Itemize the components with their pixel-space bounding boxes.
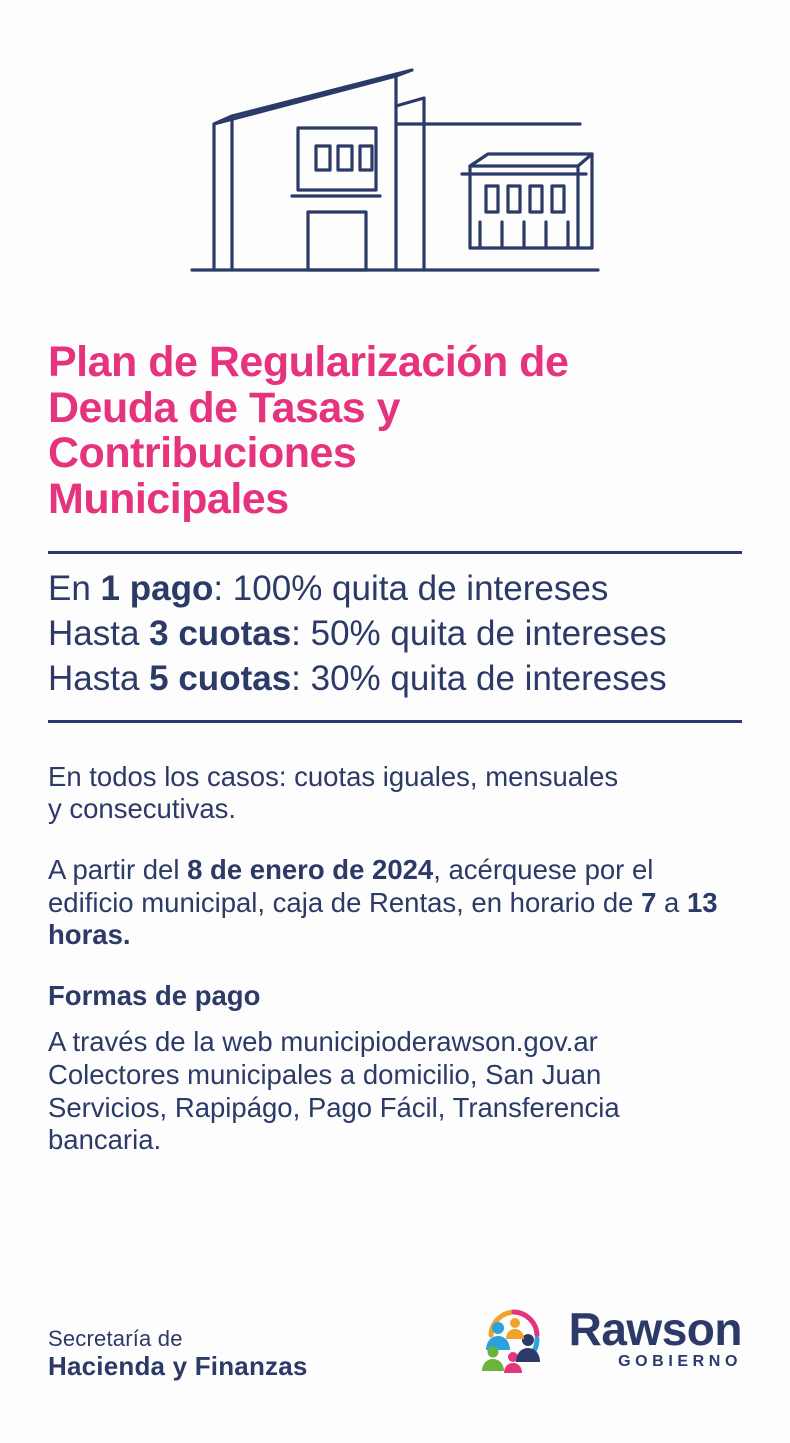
- discount-highlight: 5 cuotas: [149, 659, 292, 699]
- payment-line-1: A través de la web municipioderawson.gov.ar: [48, 1026, 598, 1058]
- people-circle-icon: [471, 1295, 557, 1381]
- title-line-2-rest: y: [365, 383, 401, 432]
- title-line-4: Municipales: [48, 474, 289, 523]
- building-icon: [180, 62, 610, 292]
- start-date-prefix: A partir del: [48, 853, 188, 885]
- hour-from: 7: [641, 886, 657, 918]
- title-line-2-strong: Deuda de Tasas: [48, 383, 366, 432]
- discount-row: [48, 566, 742, 611]
- municipal-building-illustration: [48, 0, 742, 292]
- title-line-1: Plan de Regularización de: [48, 338, 569, 386]
- discount-highlight: 3 cuotas: [149, 614, 292, 654]
- installments-note: [48, 761, 742, 826]
- hour-connector: a: [656, 886, 687, 918]
- divider-bottom: [48, 720, 742, 723]
- secretaria-line-2: Hacienda y Finanzas: [48, 1350, 308, 1381]
- rawson-brand-lockup: [471, 1295, 742, 1381]
- secretaria-lockup: [48, 1327, 308, 1381]
- payment-methods-heading: Formas de pago: [48, 980, 261, 1012]
- payment-line-2: Colectores municipales a domicilio, San Juan: [48, 1058, 602, 1090]
- start-date-note: [48, 854, 742, 952]
- discount-row: [48, 611, 742, 656]
- brand-subtitle: GOBIERNO: [618, 1353, 742, 1370]
- discount-row: [48, 656, 742, 701]
- discount-suffix: : 50% quita de intereses: [291, 614, 667, 654]
- installments-note-line-1: En todos los casos: cuotas iguales, mensuales: [48, 760, 619, 792]
- details-section: [48, 761, 742, 1157]
- discount-prefix: En: [48, 569, 101, 609]
- discount-prefix: Hasta: [48, 659, 150, 699]
- discount-highlight: 1 pago: [100, 569, 214, 609]
- secretaria-line-1: Secretaría de: [48, 1326, 183, 1352]
- payment-methods-text: [48, 1026, 742, 1157]
- page-title: [48, 340, 742, 522]
- discount-list: [48, 554, 742, 701]
- payment-line-4: bancaria.: [48, 1124, 162, 1156]
- discount-suffix: : 30% quita de intereses: [291, 659, 667, 699]
- hour-to: 13 horas.: [48, 886, 718, 951]
- rawson-people-logo-icon: [471, 1295, 557, 1381]
- discount-suffix: : 100% quita de intereses: [213, 569, 609, 609]
- start-date-middle: , acérquese por el edificio municipal, caja de Rentas, en horario de: [48, 853, 654, 918]
- start-date-value: 8 de enero de 2024: [187, 853, 434, 885]
- brand-name: Rawson: [568, 1303, 742, 1355]
- footer: [48, 1295, 742, 1381]
- payment-line-3: Servicios, Rapipágo, Pago Fácil, Transferencia: [48, 1091, 620, 1123]
- installments-note-line-2: y consecutivas.: [48, 793, 237, 825]
- rawson-wordmark: [568, 1303, 742, 1370]
- title-line-3: Contribuciones: [48, 429, 357, 478]
- discount-prefix: Hasta: [48, 614, 150, 654]
